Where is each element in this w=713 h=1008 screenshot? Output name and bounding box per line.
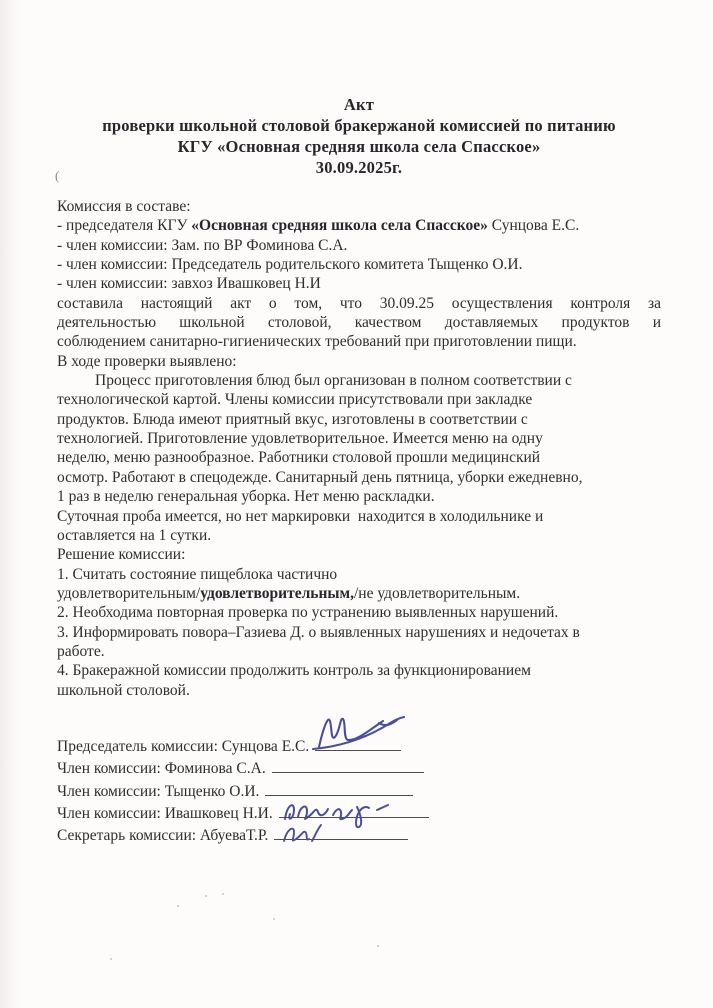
body-text: деятельностью школьной столовой, качеством доставляемых продуктов и — [57, 314, 661, 332]
body-line — [57, 642, 661, 661]
signature-row — [57, 825, 661, 847]
body-line — [57, 565, 661, 584]
body-line — [57, 468, 661, 487]
body-text: 3. Информировать повора–Газиева Д. о выявленных нарушениях и недочетах в — [57, 623, 580, 641]
title-line: Акт — [343, 95, 375, 114]
body-text: Комиссия в составе: — [57, 198, 191, 215]
title-block — [57, 94, 661, 178]
signature-line — [274, 826, 408, 840]
scan-speck — [377, 945, 379, 947]
body-text: продуктов. Блюда имеют приятный вкус, изготовлены в соответствии с — [57, 410, 528, 428]
body-text: работе. — [57, 642, 105, 660]
scan-edge-shading — [0, 0, 22, 1008]
body-line — [57, 390, 661, 409]
body-line — [57, 448, 661, 467]
body-line — [57, 507, 661, 526]
body-line — [57, 661, 661, 680]
body-text: оставляется на 1 сутки. — [57, 526, 212, 544]
body-text: /не удовлетворительным. — [353, 584, 521, 602]
body-line — [57, 352, 661, 371]
body-text: 4. Бракеражной комиссии продолжить контроль за функционированием — [57, 662, 531, 680]
body-text: школьной столовой. — [57, 681, 190, 699]
body-line — [57, 623, 661, 642]
stray-scan-mark: ( — [55, 168, 60, 183]
body-text: технологией. Приготовление удовлетворительное. Имеется меню на одну — [57, 430, 543, 448]
title-line: 30.09.2025г. — [315, 158, 403, 177]
body-line — [57, 429, 661, 448]
signature-line — [272, 759, 424, 773]
body-text: - член комиссии: завхоз Ивашковец Н.И — [57, 275, 321, 293]
scan-speck — [110, 958, 112, 960]
body-text: неделю, меню разнообразное. Работники столовой прошли медицинский — [57, 449, 541, 467]
body-line — [57, 584, 661, 603]
body-line — [57, 487, 661, 506]
body-line — [57, 681, 661, 700]
title-line: КГУ «Основная средняя школа села Спасское» — [177, 137, 541, 156]
body-line — [57, 216, 661, 235]
body-text: - член комиссии: Председатель родительского комитета Тыщенко О.И. — [57, 256, 523, 274]
body-text: удовлетворительным/ — [57, 584, 201, 602]
scan-speck — [222, 893, 224, 895]
signature-row — [57, 758, 661, 780]
body-text-bold: удовлетворительным, — [200, 584, 354, 602]
body-text: Решение комиссии: — [57, 546, 186, 564]
signature-block — [57, 736, 661, 847]
signature-label: Председатель комиссии: Сунцова Е.С. — [57, 737, 310, 755]
body-text: - председателя КГУ — [57, 217, 192, 235]
signature-row — [57, 736, 661, 758]
body-text: технологической картой. Члены комиссии присутствовали при закладке — [57, 391, 533, 409]
signature-label: Член комиссии: Фоминова С.А. — [57, 760, 266, 778]
body-line — [57, 603, 661, 622]
signature-label: Член комиссии: Тыщенко О.И. — [57, 782, 260, 800]
body-line — [57, 332, 661, 351]
document-content — [57, 0, 661, 847]
signature-row — [57, 803, 661, 825]
scan-speck — [273, 918, 275, 920]
signature-label: Член комиссии: Ивашковец Н.И. — [57, 804, 273, 822]
suntsova-handwritten-signature — [309, 707, 409, 753]
body-line — [57, 255, 661, 274]
body-text: Процесс приготовления блюд был организован в полном соответствии с — [95, 372, 572, 390]
body-line — [57, 410, 661, 429]
body-text: 2. Необходима повторная проверка по устранению выявленных нарушений. — [57, 604, 559, 622]
body-text: составила настоящий акт о том, что 30.09.25 осуществления контроля за — [57, 294, 661, 312]
body-line — [57, 197, 661, 216]
body-text-bold: «Основная средняя школа села Спасское» — [191, 217, 488, 235]
scan-speck — [177, 905, 179, 907]
title-line: проверки школьной столовой бракержаной комиссией по питанию — [102, 116, 616, 135]
body-block — [57, 197, 661, 700]
body-text: соблюдением санитарно-гигиенических требований при приготовлении пищи. — [57, 333, 577, 351]
body-line — [57, 313, 661, 332]
signature-line — [315, 737, 401, 751]
body-text: В ходе проверки выявлено: — [57, 352, 237, 370]
body-text: Суточная проба имеется, но нет маркировки находится в холодильнике и — [57, 507, 544, 525]
scan-speck — [205, 895, 207, 897]
signature-label: Секретарь комиссии: АбуеваТ.Р. — [57, 827, 269, 845]
body-text: 1. Считать состояние пищеблока частично — [57, 565, 338, 583]
body-text: осмотр. Работают в спецодежде. Санитарный день пятница, уборки ежедневно, — [57, 468, 583, 486]
body-line — [57, 236, 661, 255]
signature-line — [279, 804, 429, 818]
abueva-handwritten-signature — [278, 819, 330, 849]
body-line — [57, 371, 661, 390]
body-line — [57, 545, 661, 564]
body-text: 1 раз в неделю генеральная уборка. Нет меню раскладки. — [57, 488, 435, 506]
body-line — [57, 526, 661, 545]
body-line — [57, 294, 661, 313]
body-text: - член комиссии: Зам. по ВР Фоминова С.А. — [57, 236, 348, 254]
body-text: Сунцова Е.С. — [487, 217, 580, 235]
body-line — [57, 274, 661, 293]
